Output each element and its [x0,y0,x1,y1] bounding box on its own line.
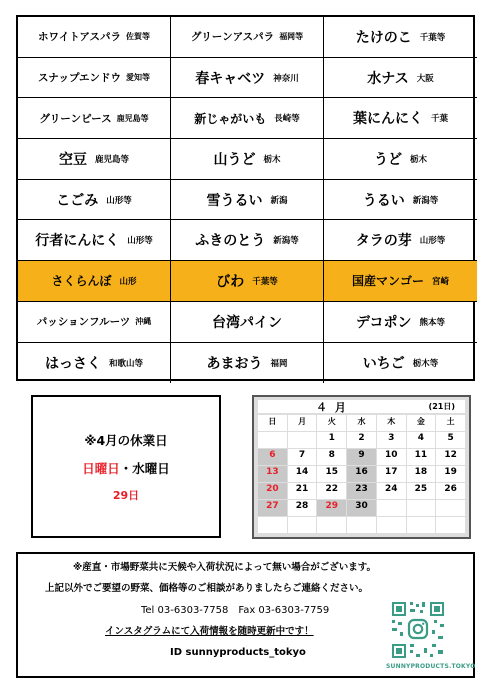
product-name: さくらんぼ [51,274,112,289]
product-region: 神奈川 [273,73,299,84]
product-name: タラの芽 [355,233,412,250]
calendar-day: 18 [407,466,436,482]
holiday-days-black: 水曜日 [132,460,170,476]
product-region: 山形 [119,276,137,287]
product-region: 山形等 [127,236,153,247]
product-cell [18,58,171,99]
qr-caption: SUNNYPRODUCTS.TOKYO [386,663,476,670]
calendar-day: 11 [407,449,436,465]
calendar-day: 12 [436,449,465,465]
product-cell [171,261,324,302]
product-cell [171,180,324,221]
product-name: あまおう [206,355,263,372]
product-name: うるい [362,192,405,209]
product-cell [171,343,324,384]
calendar-day: 29 [317,500,346,516]
product-cell [324,261,477,302]
product-cell [171,139,324,180]
product-cell [171,302,324,343]
calendar-weekday: 月 [288,415,317,431]
calendar-day: 15 [317,466,346,482]
product-name: 空豆 [58,151,87,168]
product-cell [324,58,477,99]
product-cell [18,343,171,384]
calendar-weekday: 土 [436,415,465,431]
product-cell [18,220,171,261]
calendar-grid [258,415,465,533]
product-region: 新潟 [270,195,288,206]
calendar-empty-cell [258,517,287,533]
calendar-day: 21 [288,483,317,499]
product-name: グリーンアスパラ [190,31,275,44]
calendar-day: 30 [347,500,376,516]
calendar-empty-cell [288,432,317,448]
holiday-days [82,459,170,477]
product-region: 栃木 [409,154,427,165]
footer-info [16,552,475,678]
product-name: 山うど [213,151,256,168]
product-name: はっさく [44,355,101,372]
product-name: ふきのとう [195,233,266,250]
calendar-day: 2 [347,432,376,448]
calendar-day: 7 [288,449,317,465]
calendar-day: 10 [377,449,406,465]
product-cell [171,17,324,58]
product-region: 新潟等 [412,195,439,206]
product-name: 春キャベツ [195,70,266,87]
calendar-empty-cell [377,500,406,516]
product-cell [324,302,477,343]
product-name: ホワイトアスパラ [38,31,121,44]
calendar [252,395,471,539]
product-name: デコポン [356,314,412,331]
product-region: 千葉 [430,114,448,125]
calendar-empty-cell [377,517,406,533]
product-region: 長崎等 [274,114,300,125]
product-region: 福岡 [270,358,288,369]
product-region: 栃木等 [412,358,439,369]
calendar-weekday: 水 [347,415,376,431]
calendar-weekday: 日 [258,415,287,431]
footer-instagram-notice: インスタグラムにて入荷情報を随時更新中です！ [105,626,314,637]
calendar-weekday: 火 [317,415,346,431]
calendar-month: ４ 月 [316,400,348,414]
calendar-day: 5 [436,432,465,448]
product-region: 沖縄 [135,317,152,327]
product-cell [171,220,324,261]
product-cell [171,98,324,139]
product-region: 大阪 [416,73,434,84]
product-region: 熊本等 [419,317,445,328]
product-name: こごみ [56,192,99,209]
product-name: 水ナス [367,70,409,87]
product-name: グリーンピース [39,112,112,125]
product-region: 山形等 [419,236,446,247]
holiday-title: ※4月の休業日 [84,432,168,448]
calendar-weekday: 木 [377,415,406,431]
product-name: スナップエンドウ [37,72,122,85]
calendar-day: 19 [436,466,465,482]
calendar-day: 26 [436,483,465,499]
product-cell [324,220,477,261]
calendar-day: 24 [377,483,406,499]
product-region: 宮崎 [432,276,450,287]
product-cell [18,302,171,343]
calendar-day: 25 [407,483,436,499]
qr-code-icon [390,600,446,660]
calendar-day: 27 [258,500,287,516]
product-region: 千葉等 [252,276,278,287]
product-name: うど [373,151,402,168]
calendar-day: 4 [407,432,436,448]
calendar-day: 17 [377,466,406,482]
calendar-empty-cell [317,517,346,533]
product-name: 国産マンゴー [351,274,424,289]
calendar-empty-cell [407,500,436,516]
calendar-day: 8 [317,449,346,465]
product-region: 山形等 [106,195,132,206]
product-region: 佐賀等 [125,32,150,42]
footer-instagram-id: ID sunnyproducts_tokyo [170,647,306,658]
product-region: 新潟等 [273,236,299,247]
product-grid [16,15,475,381]
product-cell [171,58,324,99]
holiday-extra: 29日 [112,488,140,502]
product-name: 新じゃがいも [194,111,267,126]
calendar-day: 3 [377,432,406,448]
calendar-empty-cell [436,500,465,516]
calendar-empty-cell [258,432,287,448]
footer-contact-request: 上記以外でご要望の野菜、価格等のご相談がありましたらご連絡ください。 [45,583,369,594]
calendar-empty-cell [407,517,436,533]
calendar-day: 9 [347,449,376,465]
product-cell [324,98,477,139]
product-region: 千葉等 [419,32,446,43]
calendar-header [258,400,465,413]
calendar-day-count: (21日) [428,402,455,411]
product-cell [18,261,171,302]
footer-notice: ※産直・市場野菜共に天候や入荷状況によって無い場合がございます。 [73,562,376,573]
calendar-weekday: 金 [407,415,436,431]
product-region: 福岡等 [279,32,304,42]
product-cell [18,17,171,58]
product-cell [324,139,477,180]
holiday-days-sep: ・ [119,460,133,476]
product-cell [18,180,171,221]
product-cell [18,139,171,180]
calendar-day: 28 [288,500,317,516]
product-cell [18,98,171,139]
calendar-day: 14 [288,466,317,482]
product-name: 雪うるい [206,192,263,209]
product-region: 鹿児島等 [94,154,129,165]
product-name: パッションフルーツ [36,316,131,329]
product-cell [324,343,477,384]
product-region: 和歌山等 [108,358,143,369]
product-region: 栃木 [263,154,281,165]
calendar-day: 6 [258,449,287,465]
product-region: 鹿児島等 [116,113,149,123]
product-cell [324,17,477,58]
calendar-day: 1 [317,432,346,448]
calendar-day: 22 [317,483,346,499]
instagram-qr [386,600,476,675]
calendar-day: 23 [347,483,376,499]
product-name: 葉にんにく [352,111,423,128]
product-name: びわ [216,273,245,290]
calendar-empty-cell [436,517,465,533]
footer-phone-fax: Tel 03-6303-7758 Fax 03-6303-7759 [141,605,330,616]
holiday-days-red: 日曜日 [82,460,120,476]
calendar-day: 16 [347,466,376,482]
calendar-empty-cell [347,517,376,533]
calendar-day: 13 [258,466,287,482]
holiday-notice [31,395,221,538]
product-region: 愛知等 [126,73,151,83]
product-name: 行者にんにく [35,233,120,250]
calendar-empty-cell [288,517,317,533]
product-name: いちご [362,355,405,372]
product-name: たけのこ [355,29,412,46]
calendar-day: 20 [258,483,287,499]
product-name: 台湾パイン [212,314,282,331]
product-cell [324,180,477,221]
